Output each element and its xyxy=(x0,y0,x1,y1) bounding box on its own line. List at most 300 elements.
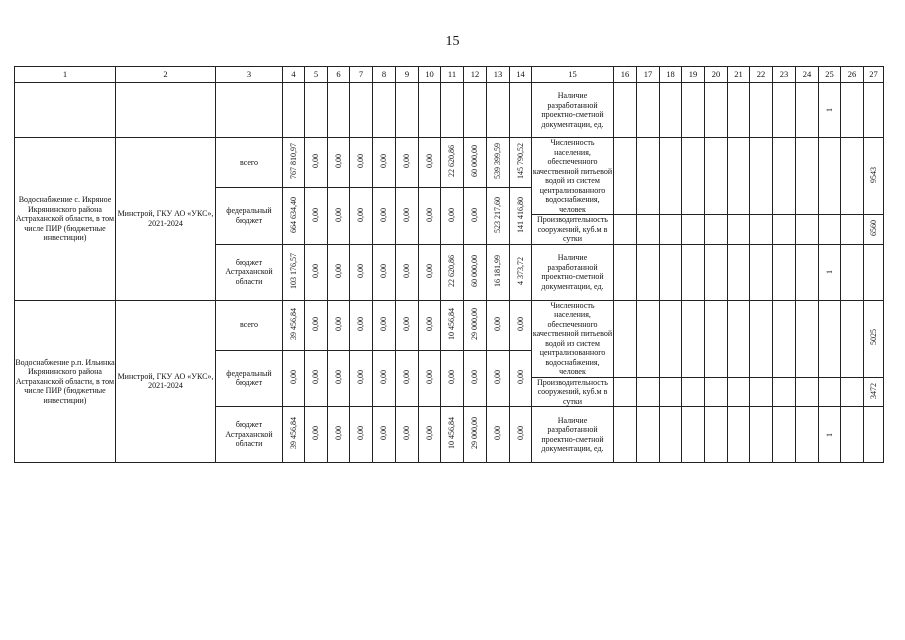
cell-text: 0,00 xyxy=(333,207,343,222)
cell-text: 145 790,52 xyxy=(515,143,525,180)
funding-source xyxy=(216,244,283,300)
cell-text: 1 xyxy=(824,270,834,275)
amount-cell xyxy=(464,407,487,463)
indicator-name xyxy=(532,377,614,407)
cell-text: 0,00 xyxy=(402,370,411,384)
amount-cell xyxy=(441,407,464,463)
amount-cell xyxy=(510,138,532,188)
amount-cell xyxy=(487,407,510,463)
cell-text: 0,00 xyxy=(311,316,320,331)
empty-cell xyxy=(682,244,705,300)
amount-cell xyxy=(328,244,350,300)
amount-cell xyxy=(328,188,350,245)
cell-text: 9 xyxy=(404,68,410,79)
cell-text: 22 620,86 xyxy=(447,145,456,178)
column-number xyxy=(116,67,216,83)
column-number xyxy=(705,67,728,83)
indicator-value xyxy=(819,244,841,300)
cell-text: 0,00 xyxy=(402,426,411,441)
empty-cell xyxy=(841,300,864,377)
empty-cell xyxy=(728,377,750,407)
amount-cell xyxy=(487,350,510,407)
indicator-name xyxy=(532,215,614,245)
empty-cell xyxy=(116,83,216,138)
empty-cell xyxy=(682,377,705,407)
column-number xyxy=(396,67,419,83)
empty-cell xyxy=(796,407,819,463)
executor xyxy=(116,138,216,301)
executor xyxy=(116,300,216,463)
cell-text: 0,00 xyxy=(424,154,434,169)
empty-cell xyxy=(728,244,750,300)
cell-text: 6560 xyxy=(868,220,878,236)
empty-cell xyxy=(637,300,660,377)
amount-cell xyxy=(328,138,350,188)
cell-text: 39 456,84 xyxy=(288,307,298,340)
funding-source xyxy=(216,300,283,350)
cell-text: 15 xyxy=(568,68,577,79)
amount-cell xyxy=(305,300,328,350)
column-number xyxy=(532,67,614,83)
empty-cell xyxy=(705,300,728,377)
empty-cell xyxy=(864,407,884,463)
cell-text: 18 xyxy=(666,68,675,79)
empty-cell xyxy=(750,377,773,407)
column-number xyxy=(660,67,682,83)
column-number xyxy=(15,67,116,83)
empty-cell xyxy=(305,83,328,138)
project-row xyxy=(15,300,884,322)
cell-text: 0,00 xyxy=(493,370,502,384)
empty-cell xyxy=(773,138,796,215)
empty-cell xyxy=(283,83,305,138)
cell-text: бюджет Астраханской области xyxy=(225,257,273,286)
cell-text: Производительность сооружений, куб.м в сутки xyxy=(537,215,608,243)
empty-cell xyxy=(705,215,728,245)
empty-cell xyxy=(637,83,660,138)
cell-text: 19 xyxy=(688,68,698,79)
empty-cell xyxy=(614,407,637,463)
cell-text: Наличие разработанной проектно-сметной документации, ед. xyxy=(541,415,604,453)
amount-cell xyxy=(419,244,441,300)
cell-text: 10 xyxy=(425,68,434,79)
empty-cell xyxy=(750,300,773,377)
empty-cell xyxy=(750,407,773,463)
cell-text: 767 810,97 xyxy=(288,143,298,180)
cell-text: 3 xyxy=(246,68,252,79)
cell-text: Водоснабжение с. Икряное Икрянинского района Астраханской области, в том числе ПИР (бюджетные инвестиции) xyxy=(15,195,115,242)
amount-cell xyxy=(305,244,328,300)
cell-text: 0,00 xyxy=(493,426,502,441)
empty-cell xyxy=(841,377,864,407)
empty-cell xyxy=(682,83,705,138)
cell-text: Производительность сооружений, куб.м в сутки xyxy=(537,377,608,406)
amount-cell xyxy=(350,300,373,350)
amount-cell xyxy=(373,244,396,300)
amount-cell xyxy=(441,244,464,300)
amount-cell xyxy=(283,188,305,245)
cell-text: 0,00 xyxy=(356,263,365,278)
cell-text: бюджет Астраханской области xyxy=(225,420,273,449)
cell-text: Численность населения, обеспеченного качественной питьевой водой из систем централизованного водоснабжения, человек xyxy=(532,300,613,376)
cell-text: 0,00 xyxy=(333,154,343,169)
amount-cell xyxy=(419,138,441,188)
amount-cell xyxy=(350,350,373,407)
cell-text: 5 xyxy=(313,68,319,79)
cell-text: 8 xyxy=(381,68,387,79)
empty-cell xyxy=(728,138,750,215)
cell-text: 0,00 xyxy=(333,316,343,331)
amount-cell xyxy=(305,138,328,188)
cell-text: 0,00 xyxy=(356,426,365,441)
empty-cell xyxy=(614,83,637,138)
empty-cell xyxy=(660,244,682,300)
cell-text: 0,00 xyxy=(470,207,479,222)
cell-text: 12 xyxy=(470,68,480,79)
cell-text: 0,00 xyxy=(424,316,434,331)
empty-cell xyxy=(773,377,796,407)
amount-cell xyxy=(419,300,441,350)
amount-cell xyxy=(419,350,441,407)
amount-cell xyxy=(283,407,305,463)
column-number xyxy=(350,67,373,83)
amount-cell xyxy=(396,407,419,463)
cell-text: 141 416,80 xyxy=(515,196,525,233)
cell-text: 0,00 xyxy=(515,370,525,384)
cell-text: 0,00 xyxy=(379,154,388,169)
amount-cell xyxy=(487,138,510,188)
amount-cell xyxy=(487,300,510,350)
amount-cell xyxy=(396,244,419,300)
cell-text: 0,00 xyxy=(311,370,320,384)
amount-cell xyxy=(419,188,441,245)
project-row xyxy=(15,138,884,160)
empty-cell xyxy=(705,244,728,300)
cell-text: 0,00 xyxy=(288,370,298,384)
indicator-value xyxy=(864,138,884,215)
cell-text: федеральный бюджет xyxy=(226,368,272,388)
empty-cell xyxy=(796,377,819,407)
empty-cell xyxy=(441,83,464,138)
empty-cell xyxy=(750,138,773,215)
cell-text: 1 xyxy=(824,108,834,113)
empty-cell xyxy=(614,244,637,300)
cell-text: 0,00 xyxy=(333,370,343,384)
empty-cell xyxy=(396,83,419,138)
cell-text: 10 456,84 xyxy=(447,417,456,450)
empty-cell xyxy=(15,83,116,138)
cell-text: 39 456,84 xyxy=(288,417,298,450)
amount-cell xyxy=(350,407,373,463)
amount-cell xyxy=(373,350,396,407)
indicator-value xyxy=(819,83,841,138)
cell-text: 103 176,57 xyxy=(288,252,298,289)
empty-cell xyxy=(864,83,884,138)
empty-cell xyxy=(796,215,819,245)
empty-cell xyxy=(328,83,350,138)
amount-cell xyxy=(441,138,464,188)
column-number xyxy=(796,67,819,83)
cell-text: 13 xyxy=(493,68,503,79)
amount-cell xyxy=(328,350,350,407)
indicator-value xyxy=(864,300,884,377)
amount-cell xyxy=(350,138,373,188)
cell-text: 539 399,59 xyxy=(493,143,502,180)
cell-text: 60 000,00 xyxy=(470,254,479,287)
cell-text: всего xyxy=(239,320,258,330)
empty-cell xyxy=(864,244,884,300)
cell-text: 22 xyxy=(756,68,766,79)
cell-text: 0,00 xyxy=(470,370,479,384)
cell-text: 3472 xyxy=(868,382,878,399)
column-number xyxy=(328,67,350,83)
column-number xyxy=(441,67,464,83)
cell-text: 0,00 xyxy=(447,207,456,222)
continuation-row xyxy=(15,83,884,138)
indicator-name xyxy=(532,83,614,138)
amount-cell xyxy=(487,188,510,245)
empty-cell xyxy=(637,215,660,245)
cell-text: 1 xyxy=(62,68,68,79)
empty-cell xyxy=(705,407,728,463)
indicator-value xyxy=(864,215,884,245)
empty-cell xyxy=(637,138,660,215)
cell-text: 10 456,84 xyxy=(447,307,456,340)
empty-cell xyxy=(796,138,819,215)
cell-text: федеральный бюджет xyxy=(226,206,272,225)
cell-text: всего xyxy=(239,157,258,167)
cell-text: 1 xyxy=(824,432,834,437)
cell-text: 523 217,60 xyxy=(493,196,502,233)
column-number xyxy=(728,67,750,83)
cell-text: 0,00 xyxy=(515,316,525,331)
amount-cell xyxy=(441,188,464,245)
empty-cell xyxy=(660,138,682,215)
column-number xyxy=(419,67,441,83)
cell-text: 0,00 xyxy=(379,263,388,278)
cell-text: 60 000,00 xyxy=(470,145,479,178)
amount-cell xyxy=(464,138,487,188)
funding-source xyxy=(216,407,283,463)
empty-cell xyxy=(728,300,750,377)
amount-cell xyxy=(510,407,532,463)
column-number xyxy=(819,67,841,83)
cell-text: 11 xyxy=(447,68,457,79)
empty-cell xyxy=(614,300,637,377)
cell-text: 0,00 xyxy=(356,207,365,222)
cell-text: 0,00 xyxy=(379,426,388,441)
funding-source xyxy=(216,188,283,245)
cell-text: 0,00 xyxy=(311,207,320,222)
indicator-name xyxy=(532,407,614,463)
empty-cell xyxy=(728,215,750,245)
cell-text: 23 xyxy=(779,68,789,79)
empty-cell xyxy=(773,300,796,377)
empty-cell xyxy=(819,300,841,377)
column-number xyxy=(283,67,305,83)
empty-cell xyxy=(510,83,532,138)
cell-text: 7 xyxy=(358,68,364,79)
cell-text: 0,00 xyxy=(447,370,456,384)
cell-text: 0,00 xyxy=(402,207,411,222)
column-number xyxy=(305,67,328,83)
empty-cell xyxy=(682,300,705,377)
project-name xyxy=(15,300,116,463)
cell-text: 4 373,72 xyxy=(515,256,525,285)
cell-text: 26 xyxy=(847,68,857,79)
amount-cell xyxy=(419,407,441,463)
cell-text: 0,00 xyxy=(333,263,343,278)
amount-cell xyxy=(441,300,464,350)
cell-text: Численность населения, обеспеченного качественной питьевой водой из систем централизованного водоснабжения, человек xyxy=(532,138,613,214)
empty-cell xyxy=(705,377,728,407)
empty-cell xyxy=(660,300,682,377)
indicator-name xyxy=(532,244,614,300)
amount-cell xyxy=(373,407,396,463)
empty-cell xyxy=(637,244,660,300)
cell-text: 0,00 xyxy=(402,154,411,169)
empty-cell xyxy=(841,83,864,138)
column-number xyxy=(373,67,396,83)
cell-text: 0,00 xyxy=(424,426,434,441)
amount-cell xyxy=(283,138,305,188)
cell-text: 0,00 xyxy=(515,426,525,441)
empty-cell xyxy=(637,377,660,407)
amount-cell xyxy=(283,244,305,300)
funding-source xyxy=(216,138,283,188)
empty-cell xyxy=(750,244,773,300)
cell-text: Минстрой, ГКУ АО «УКС», 2021-2024 xyxy=(117,371,214,391)
amount-cell xyxy=(350,244,373,300)
column-number xyxy=(750,67,773,83)
amount-cell xyxy=(373,188,396,245)
empty-cell xyxy=(819,215,841,245)
column-number xyxy=(637,67,660,83)
cell-text: 16 xyxy=(620,68,630,79)
cell-text: 27 xyxy=(869,68,878,79)
empty-cell xyxy=(750,215,773,245)
cell-text: 0,00 xyxy=(424,263,434,278)
empty-cell xyxy=(419,83,441,138)
amount-cell xyxy=(283,300,305,350)
amount-cell xyxy=(487,244,510,300)
amount-cell xyxy=(305,407,328,463)
amount-cell xyxy=(373,300,396,350)
empty-cell xyxy=(796,83,819,138)
empty-cell xyxy=(773,83,796,138)
amount-cell xyxy=(464,300,487,350)
cell-text: Наличие разработанной проектно-сметной документации, ед. xyxy=(541,91,604,129)
empty-cell xyxy=(705,138,728,215)
cell-text: 6 xyxy=(336,68,341,79)
amount-cell xyxy=(396,300,419,350)
empty-cell xyxy=(216,83,283,138)
amount-cell xyxy=(283,350,305,407)
amount-cell xyxy=(373,138,396,188)
cell-text: 0,00 xyxy=(424,370,434,384)
cell-text: 22 620,86 xyxy=(447,254,456,287)
amount-cell xyxy=(510,300,532,350)
empty-cell xyxy=(705,83,728,138)
amount-cell xyxy=(464,350,487,407)
cell-text: 0,00 xyxy=(379,370,388,384)
cell-text: 0,00 xyxy=(379,207,388,222)
cell-text: 9543 xyxy=(868,166,878,183)
empty-cell xyxy=(660,83,682,138)
amount-cell xyxy=(305,188,328,245)
empty-cell xyxy=(637,407,660,463)
empty-cell xyxy=(614,138,637,215)
program-table xyxy=(14,66,884,463)
cell-text: Наличие разработанной проектно-сметной документации, ед. xyxy=(541,253,604,291)
empty-cell xyxy=(773,244,796,300)
cell-text: 24 xyxy=(802,68,812,79)
amount-cell xyxy=(441,350,464,407)
empty-cell xyxy=(796,300,819,377)
column-number xyxy=(682,67,705,83)
column-number xyxy=(614,67,637,83)
empty-cell xyxy=(682,215,705,245)
empty-cell xyxy=(487,83,510,138)
indicator-name xyxy=(532,300,614,377)
cell-text: Водоснабжение р.п. Ильинка Икрянинского района Астраханской области, в том числе ПИР (бюджетные инвестиции) xyxy=(15,357,115,405)
amount-cell xyxy=(396,350,419,407)
page-number: 15 xyxy=(445,34,460,49)
cell-text: 0,00 xyxy=(356,316,365,331)
empty-cell xyxy=(682,407,705,463)
cell-text: 0,00 xyxy=(493,316,502,331)
cell-text: 0,00 xyxy=(402,263,411,278)
column-number xyxy=(464,67,487,83)
empty-cell xyxy=(373,83,396,138)
amount-cell xyxy=(396,138,419,188)
amount-cell xyxy=(328,407,350,463)
empty-cell xyxy=(841,138,864,215)
cell-text: 0,00 xyxy=(356,154,365,169)
cell-text: 0,00 xyxy=(402,316,411,331)
empty-cell xyxy=(819,377,841,407)
empty-cell xyxy=(841,215,864,245)
amount-cell xyxy=(464,188,487,245)
amount-cell xyxy=(328,300,350,350)
cell-text: 0,00 xyxy=(311,426,320,441)
cell-text: 0,00 xyxy=(356,370,365,384)
cell-text: 0,00 xyxy=(333,426,343,441)
empty-cell xyxy=(819,138,841,215)
indicator-value xyxy=(864,377,884,407)
column-number xyxy=(510,67,532,83)
indicator-value xyxy=(819,407,841,463)
empty-cell xyxy=(614,215,637,245)
empty-cell xyxy=(773,215,796,245)
empty-cell xyxy=(728,407,750,463)
empty-cell xyxy=(660,215,682,245)
amount-cell xyxy=(396,188,419,245)
cell-text: 0,00 xyxy=(424,207,434,222)
amount-cell xyxy=(510,244,532,300)
cell-text: 16 181,99 xyxy=(493,254,502,287)
empty-cell xyxy=(614,377,637,407)
cell-text: 0,00 xyxy=(311,263,320,278)
amount-cell xyxy=(350,188,373,245)
empty-cell xyxy=(660,377,682,407)
cell-text: 0,00 xyxy=(311,154,320,169)
empty-cell xyxy=(464,83,487,138)
cell-text: 0,00 xyxy=(379,316,388,331)
funding-source xyxy=(216,350,283,407)
column-number xyxy=(487,67,510,83)
empty-cell xyxy=(773,407,796,463)
